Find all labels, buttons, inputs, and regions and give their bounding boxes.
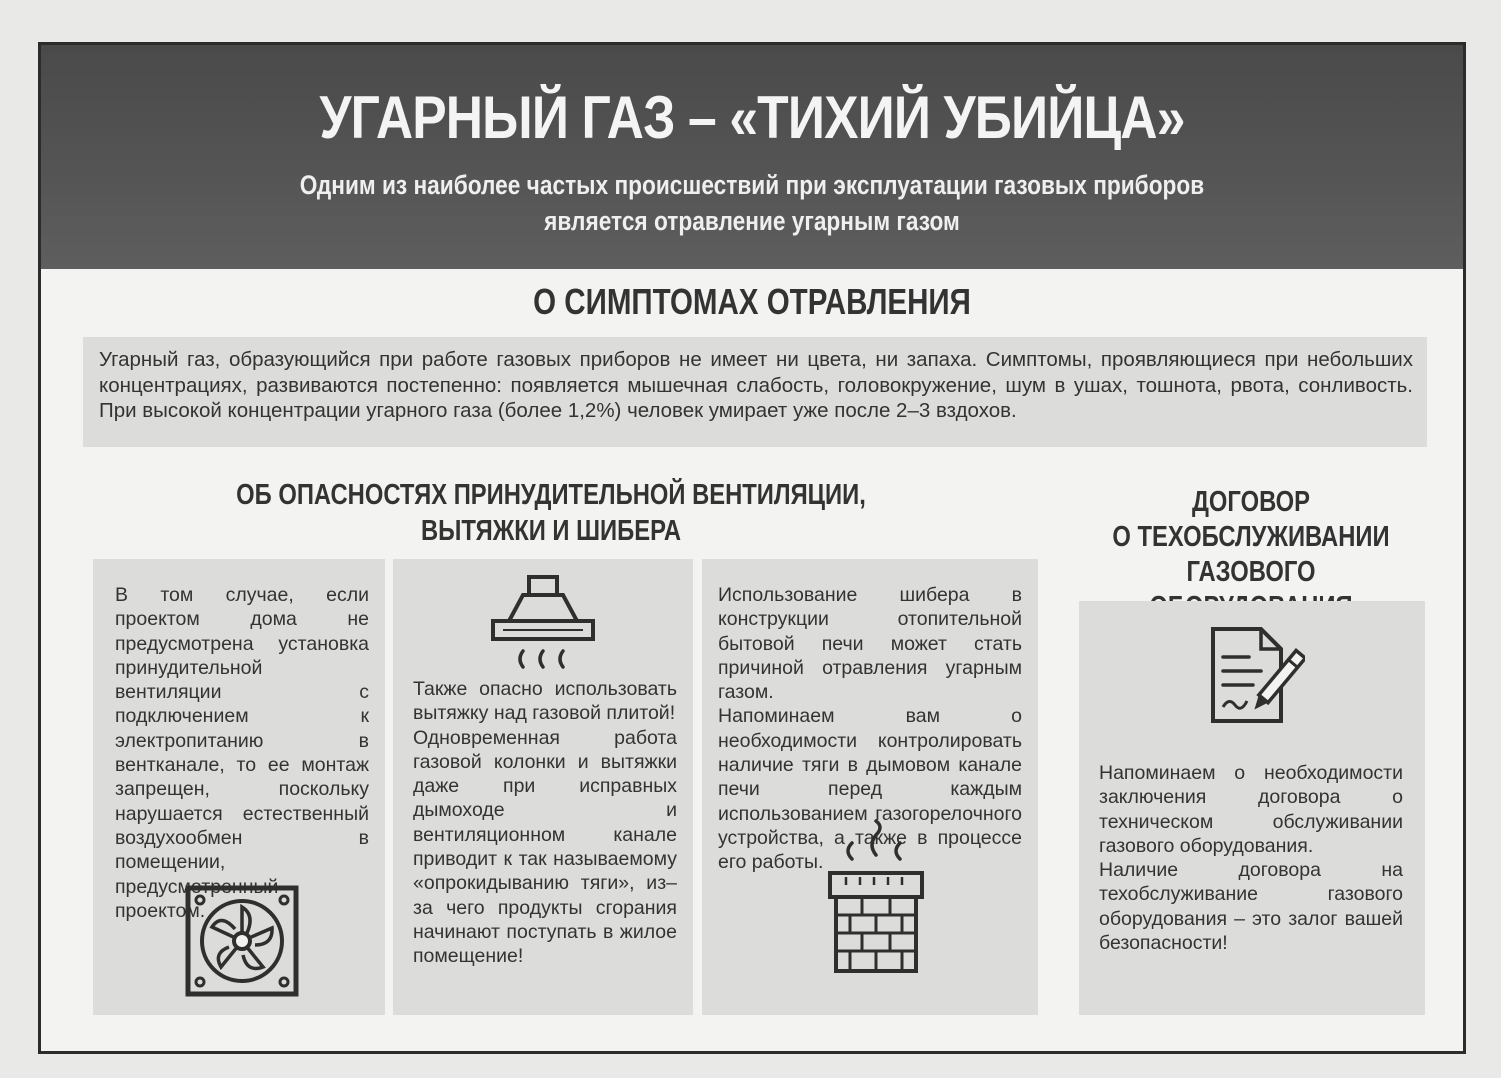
poster-subtitle [155,167,1349,239]
hood-text [413,677,677,969]
range-hood-icon [489,573,597,669]
ventilation-column-hood [393,559,693,1015]
ventilation-column-damper [702,559,1038,1015]
damper-text-paragraph-1: Использование шибера в конструкции отопительной бытовой печи может стать причиной отравления угарным газом. [718,584,1022,704]
contract-text-paragraph-2: Наличие договора на техобслуживание газового оборудования – это залог вашей безопасности! [1099,859,1403,955]
contract-title-line-2: О ТЕХОБСЛУЖИВАНИИ [1112,521,1390,553]
damper-text-paragraph-2: Напоминаем вам о необходимости контролировать наличие тяги в дымовом канале печи перед каждым использованием газогорелочного устройства, а также в процессе его работы. [718,705,1022,874]
ventilation-title-line-2: ВЫТЯЖКИ И ШИБЕРА [420,515,682,547]
contract-title-line-1: ДОГОВОР [1191,486,1311,518]
subtitle-line-1: Одним из наиболее частых происшествий при эксплуатации газовых приборов [299,170,1205,200]
exhaust-fan-icon [185,885,299,997]
symptoms-title: О СИМПТОМАХ ОТРАВЛЕНИЯ [533,281,971,322]
ventilation-column-forced [93,559,385,1015]
contract-document-icon [1205,625,1305,725]
poster-title: УГАРНЫЙ ГАЗ – «ТИХИЙ УБИЙЦА» [319,84,1185,151]
hood-text-paragraph-1: Также опасно использовать вытяжку над газовой плитой! [413,678,677,725]
hood-text-paragraph-2: Одновременная работа газовой колонки и вытяжки даже при исправных дымоходе и вентиляционном канале приводит к так называемому «опрокидыванию тяги», из–за чего продукты сгорания начинают поступать в жилое помещение! [413,726,677,968]
subtitle-line-2: является отравление угарным газом [544,206,960,236]
contract-text-paragraph-1: Напоминаем о необходимости заключения договора о техническом обслуживании газового оборудования. [1099,762,1403,857]
contract-text [1099,761,1403,955]
poster [38,42,1466,1054]
symptoms-text: Угарный газ, образующийся при работе газовых приборов не имеет ни цвета, ни запаха. Симптомы, проявляющиеся при небольших концентрациях, развиваются постепенно: появляется мышечная слабость, головокружение, шум в ушах, тошнота, рвота, сонливость. При высокой концентрации угарного газа (более 1,2%) человек умирает уже после 2–3 вздохов. [83,337,1427,447]
chimney-icon [826,819,926,975]
contract-column [1079,601,1425,1015]
forced-ventilation-text: В том случае, если проектом дома не предусмотрена установка принудительной вентиляции с подключением к электропитанию в вентканале, то ее монтаж запрещен, поскольку нарушается естественный воздухообмен в помещении, предусмотренный проектом. [115,584,369,922]
ventilation-title [231,477,871,549]
ventilation-title-line-1: ОБ ОПАСНОСТЯХ ПРИНУДИТЕЛЬНОЙ ВЕНТИЛЯЦИИ, [236,479,866,511]
poster-header [41,45,1463,269]
contract-title-line-3: ГАЗОВОГО [1186,556,1316,588]
